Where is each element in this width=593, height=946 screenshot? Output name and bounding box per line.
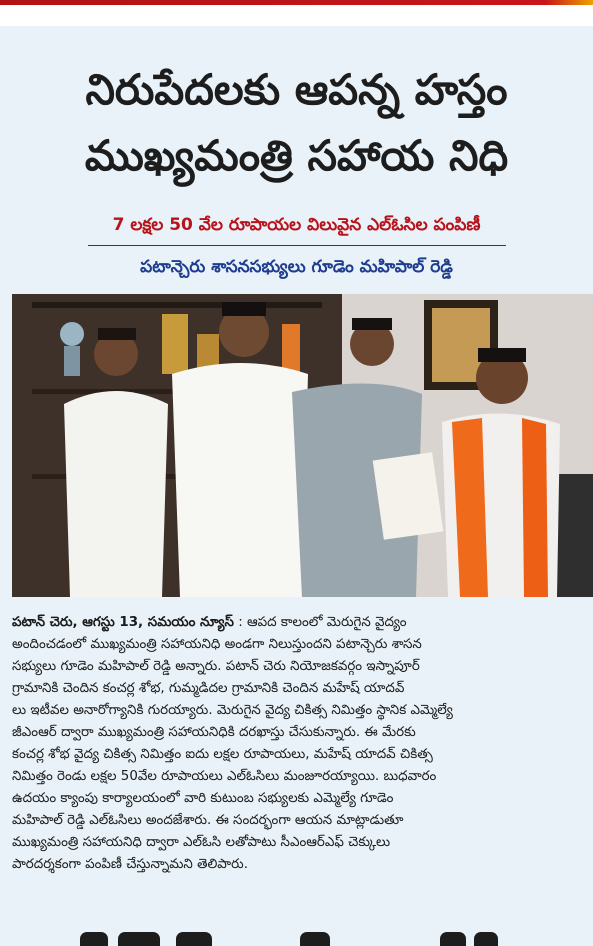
article-line-8: నిమిత్తం రెండు లక్షల 50వేల రూపాయలు ఎల్ఓసిలు మంజూరయ్యాయి. బుధవారం [12,769,437,784]
subhead-mla: పటాన్చెరు శాసనసభ్యులు గూడెం మహిపాల్ రెడ్డి [140,257,453,277]
article-line-11: ముఖ్యమంత్రి సహాయనిధి ద్వారా ఎల్ఓసి లతోపాటు సీఎంఆర్ఎఫ్ చెక్కులు [12,835,391,850]
subhead-amount: 7 లక్షల 50 వేల రూపాయల విలువైన ఎల్‌ఓసిల పంపిణీ [112,215,481,235]
cut-glyph [80,932,108,946]
article-line-6: జీఎంఆర్ ద్వారా ముఖ్యమంత్రి సహాయనిధికి దరఖాస్తు చేసుకున్నారు. ఈ మేరకు [12,725,416,740]
subhead-divider [88,245,506,246]
next-article-headline-cut [0,924,593,946]
article-body [12,612,593,876]
article-text-1: : ఆపద కాలంలో మెరుగైన వైద్యం [233,615,407,630]
article-line-9: ఉదయం క్యాంపు కార్యాలయంలో వారి కుటుంబ సభ్యులకు ఎమ్మెల్యే గూడెం [12,791,394,806]
headline-line-1: నిరుపేదలకు ఆపన్న హస్తం [85,65,508,114]
article-line-5: లు ఇటీవల అనారోగ్యానికి గురయ్యారు. మెరుగైన వైద్య చికిత్స నిమిత్తం స్థానిక ఎమ్మెల్యే [12,703,453,718]
dateline: పటాన్ చెరు, ఆగస్టు 13, సమయం న్యూస్ [12,615,234,630]
cut-glyph [176,932,212,946]
cut-glyph [118,932,160,946]
cut-glyph [440,932,466,946]
article-line-1 [12,612,593,634]
headline-line-2: ముఖ్యమంత్రి సహాయ నిధి [84,131,509,180]
article-line-2: అందించడంలో ముఖ్యమంత్రి సహాయనిధి అండగా నిలుస్తుందని పటాన్చెరు శాసన [12,637,422,652]
photo-illustration [12,294,593,597]
article-line-7: కంచర్ల శోభ వైద్య చికిత్స నిమిత్తం ఐదు లక్షల రూపాయలు, మహేష్ యాదవ్ చికిత్స [12,747,433,762]
article-line-4: గ్రామానికి చెందిన కంచర్ల శోభ, గుమ్మడిదల గ్రామానికి చెందిన మహేష్ యాదవ్ [12,681,405,696]
top-banner-strip [0,0,593,26]
article-line-12: పారదర్శకంగా పంపిణీ చేస్తున్నామని తెలిపారు. [12,857,248,872]
article-line-10: మహిపాల్ రెడ్డి ఎల్ఓసిలు అందజేశారు. ఈ సందర్భంగా ఆయన మాట్లాడుతూ [12,813,404,828]
top-red-band [0,0,593,5]
article-line-3: సభ్యులు గూడెం మహిపాల్ రెడ్డి అన్నారు. పటాన్ చెరు నియోజకవర్గం ఇస్నాపూర్ [12,659,420,674]
cut-glyph [474,932,498,946]
cut-glyph [300,932,330,946]
news-photo [12,294,593,597]
